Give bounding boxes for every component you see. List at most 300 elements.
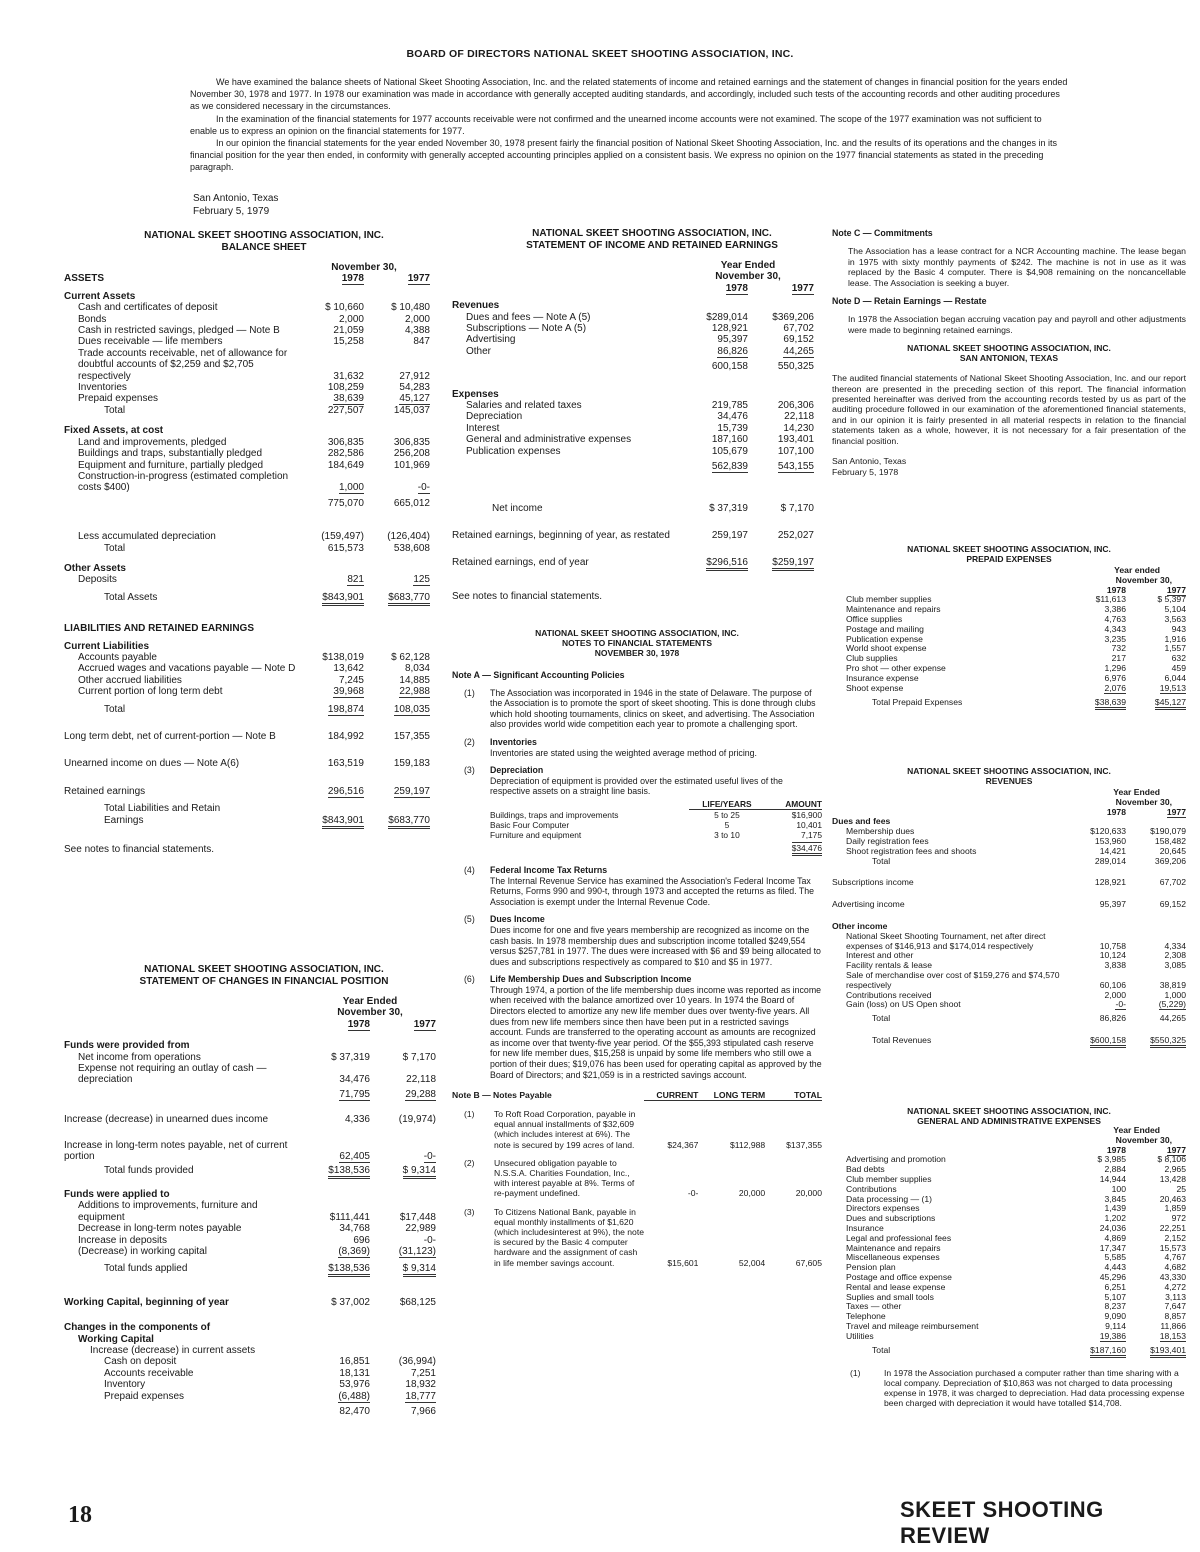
row-label: Other bbox=[466, 345, 492, 357]
table-row: 562,839 543,155 bbox=[711, 461, 814, 473]
note-d-text: In 1978 the Association began accruing vacation pay and payroll and other adjustments were made to beginning retained earnings. bbox=[848, 314, 1186, 335]
note-description: To Citizens National Bank, payable in equal monthly installments of $1,620 (which includesinterest at 9%), the note is secured by the Basic 4 computer hardware and the assignment of cash in life member savings account. bbox=[494, 1206, 644, 1268]
balance-sheet bbox=[64, 230, 430, 855]
auditor-signature bbox=[193, 192, 278, 218]
row-value: 67,605 bbox=[795, 1257, 822, 1268]
row-value: (36,994) bbox=[398, 1356, 436, 1368]
note-number: (2) bbox=[464, 1157, 475, 1168]
row-label: Maintenance and repairs bbox=[846, 604, 941, 615]
notes-to-statements: NATIONAL SKEET SHOOTING ASSOCIATION, INC. NOTES TO FINANCIAL STATEMENTS NOVEMBER 30, 1978 Note A — Significant Accounting Policies (1) The Association was incorporated in 1946 in the state of Delaware. The purpose of the Association is to promote the sport of skeet shooting. This is done through clubs which hold shooting tournaments, clinics on skeet, and advertising. The Association also provides world wide competition each year to promote a challenging sport. (2) Inventories Inventories are stated using the weighted average method of pricing. (3) Depreciation Depreciation of equipment is provided over the estimated useful lives of the respective assets on a straight line basis. LIFE/YEARS AMOUNT Buildings, traps and improvements 5 to 25 $16,900 Basic Four Computer 5 10,401 Furniture and equipment 3 to 10 7,175 $34,476 (4) Federal Income Tax Returns The Internal Revenue Service has examined the Association's Federal Income Tax Returns, Forms 990 and 990-t, through 1973 and accepted the returns as filed. The Association is exempt under the Internal Revenue Code. (5) Dues Income Dues income for one and five years membership are recognized as income on the cash basis. In 1978 membership dues and subscription income totalled $249,554 versus $257,781 in 1977. The dues were increased with $6 and $9 being allocated to dues and subscriptions respectively as compared to $10 and $5 in 1977. (6) Life Membership Dues and Subscription Income Through 1974, a portion of the life membership dues income was reported as income when received with the balance amortized over 10 years. In 1974 the Board of Directors elected to amortize any new life member dues over twenty-five years. All dues from new life members since then have been put in a restricted savings account. Funds are transferred to the operating account as amounts are recognized as income over that twenty-five year period. Of the $55,393 stipulated cash reserve for new life member dues, $15,258 is unpaid by some life members who still owe a portion of their dues; $19,076 has been used for operating capital as approved by the Board of Directors; and $21,059 is in a restricted savings account. Note B — Notes Payable CURRENT LONG TERM TOTAL (1) To Roft Road Corporation, payable in equal annual installments of $32,609 (which includes interest at 6%). The note is secured by 199 acres of land. $24,367 $112,988 $137,355 (2) Unsecured obligation payable to N.S.S.A. Charities Foundation, Inc., with interest payable at 8%. Terms of re-payment undefined. -0- 20,000 20,000 (3) To Citizens National Bank, payable in equal monthly installments of $1,620 (which includesinterest at 9%), the note is secured by the Basic 4 computer hardware and the assignment of cash in life member savings account. $15,601 52,004 67,605 bbox=[452, 628, 822, 1268]
row-label: Sale of merchandise over cost of $159,276 and $74,570 respectively bbox=[846, 969, 1060, 990]
row-label: (Decrease) in working capital bbox=[78, 1245, 207, 1257]
row-label: Contributions bbox=[846, 1183, 897, 1194]
table-row: Total 86,826 44,265 bbox=[872, 1013, 1186, 1024]
note-d-heading: Note D — Retain Earnings — Restate bbox=[832, 296, 987, 307]
row-value: 5,107 bbox=[1104, 1291, 1126, 1302]
section-heading: Revenues bbox=[452, 300, 500, 312]
table-row: 775,070 665,012 bbox=[327, 497, 430, 509]
signature-city: San Antonio, Texas bbox=[193, 193, 279, 204]
row-label: Additions to improvements, furniture and equipment bbox=[78, 1200, 258, 1223]
row-value: 10,401 bbox=[796, 819, 822, 830]
row-value: 16,851 bbox=[339, 1356, 370, 1368]
row-value: $120,633 bbox=[1090, 826, 1126, 837]
row-value: 206,306 bbox=[777, 400, 814, 412]
row-value: $ 5,397 bbox=[1157, 594, 1186, 605]
row-value: 44,265 bbox=[783, 345, 814, 357]
row-value: 459 bbox=[1171, 662, 1186, 673]
note-a2: Inventories are stated using the weighted average method of pricing. bbox=[490, 747, 758, 758]
table-row bbox=[64, 675, 430, 686]
row-label: Prepaid expenses bbox=[78, 393, 159, 405]
row-label: Current portion of long term debt bbox=[78, 686, 223, 698]
row-value: 8,857 bbox=[1164, 1311, 1186, 1322]
table-row: Deposits 821 125 bbox=[78, 574, 430, 586]
row-value: 8,237 bbox=[1104, 1301, 1126, 1312]
row-value: $ 10,480 bbox=[391, 302, 430, 314]
row-value: $ 7,170 bbox=[402, 1051, 436, 1063]
table-row bbox=[64, 393, 430, 404]
row-value: 1,000 bbox=[338, 482, 364, 494]
row-value: 1,439 bbox=[1104, 1203, 1126, 1214]
liabilities-heading: LIABILITIES AND RETAINED EARNINGS bbox=[64, 623, 255, 635]
row-label: Data processing — (1) bbox=[846, 1193, 932, 1204]
row-value: 95,397 bbox=[717, 334, 748, 346]
row-value: 27,912 bbox=[399, 370, 430, 382]
depreciation-table: LIFE/YEARS AMOUNT Buildings, traps and improvements 5 to 25 $16,900 Basic Four Computer 5 10,401 Furniture and equipment 3 to 10 7,175 $34,476 bbox=[490, 799, 822, 853]
row-label: Suplies and small tools bbox=[846, 1291, 934, 1302]
row-label: Dues receivable — life members bbox=[78, 336, 223, 348]
ga-expenses-schedule bbox=[832, 1106, 1186, 1409]
row-label: Advertising bbox=[466, 334, 516, 346]
row-value: 67,702 bbox=[783, 323, 814, 335]
row-value: 217 bbox=[1111, 653, 1126, 664]
row-value: 128,921 bbox=[711, 323, 748, 335]
row-value: 256,208 bbox=[393, 448, 430, 460]
signature-date: February 5, 1979 bbox=[193, 206, 270, 217]
row-label: Taxes — other bbox=[846, 1301, 902, 1312]
note-number: (3) bbox=[464, 1206, 475, 1217]
row-value: 4,443 bbox=[1104, 1262, 1126, 1273]
row-value: 2,076 bbox=[1104, 682, 1126, 693]
changes-table: Year Ended November 30, 1978 1977 Funds were provided from Net income from operations $ 37,319 $ 7,170 Expense not requiring an outlay of cash — depreciation 34,476 22,118 71,795 29,288 Increase (decrease) in unearned dues income 4,336 (19,974) Increase in long-term notes payable, net of current portion 62,405 -0- Total funds provided $138,536 $ 9,314 Funds were applied to Additions to improvements, furniture and equipment $111,441 $17,448 Decrease in long-term notes payable 34,768 22,989 Increase in deposits 696 -0- (Decrease) in working capital (8,369) (31,123) Total funds applied $138,536 $ 9,314 Working Capital, beginning of year $ 37,002 $68,125 Changes in the components of Working Capital Increase (decrease) in current assets Cash on deposit 16,851 (36,994) Accounts receivable 18,131 7,251 Inventory 53,976 18,932 Prepaid expenses (6,488) 18,777 82,470 7,966 bbox=[64, 996, 436, 1417]
table-row bbox=[452, 1101, 822, 1150]
row-value: -0- bbox=[687, 1188, 699, 1199]
row-value: 38,639 bbox=[333, 393, 364, 405]
row-value: 4,869 bbox=[1104, 1232, 1126, 1243]
row-value: 107,100 bbox=[777, 445, 814, 457]
table-row: Retained earnings, beginning of year, as restated 259,197 252,027 bbox=[452, 529, 814, 541]
row-value: 3,386 bbox=[1104, 604, 1126, 615]
table-row bbox=[64, 348, 430, 382]
row-value: -0- bbox=[417, 482, 430, 494]
row-value: 4,343 bbox=[1104, 623, 1126, 634]
table-row: 82,470 7,966 bbox=[339, 1405, 436, 1417]
table-row: Long term debt, net of current-portion — Note B 184,992 157,355 bbox=[64, 731, 430, 742]
row-value: 53,976 bbox=[339, 1379, 370, 1391]
row-label: Rental and lease expense bbox=[846, 1281, 946, 1292]
table-row bbox=[832, 971, 1186, 991]
row-label: Travel and mileage reimbursement bbox=[846, 1320, 979, 1331]
table-row bbox=[832, 1000, 1186, 1010]
row-value: 15,739 bbox=[717, 422, 748, 434]
row-value: 5,104 bbox=[1164, 604, 1186, 615]
row-value: 22,989 bbox=[405, 1223, 436, 1235]
row-value: $137,355 bbox=[786, 1139, 822, 1150]
row-label: Cash and certificates of deposit bbox=[78, 302, 218, 314]
row-label: Dues and subscriptions bbox=[846, 1213, 936, 1224]
table-row: Total 227,507 145,037 bbox=[104, 404, 430, 416]
table-row bbox=[64, 314, 430, 325]
row-value: 9,114 bbox=[1105, 1320, 1126, 1331]
row-value: $112,988 bbox=[729, 1139, 766, 1150]
row-label: Prepaid expenses bbox=[104, 1390, 185, 1402]
see-notes: See notes to financial statements. bbox=[64, 844, 215, 856]
row-label: Construction-in-progress (estimated completion costs $400) bbox=[78, 470, 289, 494]
row-label: Office supplies bbox=[846, 613, 903, 624]
table-row bbox=[832, 1155, 1186, 1165]
auditor-report-date: February 5, 1978 bbox=[832, 466, 899, 477]
row-value: -0- bbox=[1115, 999, 1126, 1010]
row-value: 60,106 bbox=[1099, 979, 1126, 990]
row-label: Facility rentals & lease bbox=[846, 960, 932, 971]
income-title: NATIONAL SKEET SHOOTING ASSOCIATION, INC. STATEMENT OF INCOME AND RETAINED EARNINGS bbox=[526, 228, 778, 251]
table-row bbox=[64, 1379, 436, 1390]
section-heading: Expenses bbox=[452, 388, 499, 400]
row-label: Accrued wages and vacations payable — Note D bbox=[78, 663, 296, 675]
table-row bbox=[452, 446, 814, 457]
row-value: 7,175 bbox=[801, 829, 822, 840]
table-row bbox=[832, 932, 1186, 952]
row-value: 22,988 bbox=[399, 686, 430, 698]
row-value: 306,835 bbox=[327, 436, 364, 448]
table-row: Subscriptions income 128,921 67,702 bbox=[832, 877, 1186, 888]
row-value: 4,334 bbox=[1164, 940, 1186, 951]
row-value: 219,785 bbox=[711, 400, 748, 412]
row-value: $190,079 bbox=[1150, 826, 1186, 837]
section-heading: Funds were provided from bbox=[64, 1040, 190, 1052]
row-value: $15,601 bbox=[667, 1257, 699, 1268]
table-row bbox=[452, 312, 814, 323]
row-value: 4,388 bbox=[404, 325, 430, 337]
row-value: 6,976 bbox=[1104, 672, 1126, 683]
table-row bbox=[452, 346, 814, 357]
table-row bbox=[64, 336, 430, 347]
row-value: $ 3,985 bbox=[1097, 1154, 1126, 1165]
row-value: (8,369) bbox=[338, 1245, 370, 1257]
row-label: Publication expense bbox=[846, 633, 923, 644]
row-label: Contributions received bbox=[846, 989, 932, 1000]
row-value: 8,034 bbox=[404, 663, 430, 675]
income-statement bbox=[452, 228, 814, 602]
changes-statement bbox=[64, 964, 436, 1417]
row-value: 22,251 bbox=[1159, 1222, 1186, 1233]
row-value: 18,153 bbox=[1159, 1330, 1186, 1341]
row-label: Buildings, traps and improvements bbox=[490, 809, 619, 820]
row-value: 4,272 bbox=[1164, 1281, 1186, 1292]
table-row bbox=[490, 820, 822, 830]
row-value: $ 8,106 bbox=[1157, 1154, 1186, 1165]
row-label: Inventories bbox=[78, 382, 127, 394]
row-label: Directors expenses bbox=[846, 1203, 920, 1214]
row-value: 7,245 bbox=[338, 674, 364, 686]
auditor-report-text: The audited financial statements of National Skeet Shooting Association, Inc. and our report thereon are presented in the preceding section of this report. The financial information presented hereinafter was derived from the accounting records tested by us as part of the auditing procedure followed in our examination of the aforementioned financial statements, and in our opinion it is fairly presented in all material respects in relation to the financial statements taken as a whole, however, it is not necessary for a fair presentation of the financial position. bbox=[832, 373, 1186, 446]
row-value: $ 62,128 bbox=[391, 651, 430, 663]
note-a1: The Association was incorporated in 1946 in the state of Delaware. The purpose of the Association is to promote the sport of skeet shooting. This is done through clubs which hold shooting tournaments, clinics on skeet, and advertising. The Association also provides world wide competition each year to promote a challenging sport. bbox=[490, 687, 816, 730]
assets-heading: ASSETS bbox=[64, 273, 105, 285]
row-value: 3,838 bbox=[1104, 960, 1126, 971]
table-row bbox=[452, 323, 814, 334]
row-label: Basic Four Computer bbox=[490, 819, 570, 830]
row-label: Pension plan bbox=[846, 1262, 896, 1273]
table-row: Increase in long-term notes payable, net of current portion 62,405 -0- bbox=[64, 1139, 436, 1163]
note-a5: Dues income for one and five years membership are recognized as income on the cash basis. In 1978 membership dues and subscription income totalled $249,554 versus $257,781 in 1977. The dues were increased with $6 and $9 being allocated to dues and subscriptions respectively as compared to $10 and $5 in 1977. bbox=[490, 924, 821, 967]
row-value: 19,386 bbox=[1099, 1330, 1126, 1341]
row-label: Maintenance and repairs bbox=[846, 1242, 941, 1253]
row-value: 1,916 bbox=[1164, 633, 1186, 644]
prepaid-title: NATIONAL SKEET SHOOTING ASSOCIATION, INC. PREPAID EXPENSES bbox=[907, 544, 1111, 564]
row-value: 20,000 bbox=[795, 1188, 822, 1199]
section-heading: Current Assets bbox=[64, 290, 136, 302]
prepaid-expenses bbox=[832, 544, 1186, 708]
table-row bbox=[64, 1368, 436, 1379]
table-row bbox=[64, 1200, 436, 1223]
notes-payable-table: Note B — Notes Payable CURRENT LONG TERM TOTAL (1) To Roft Road Corporation, payable in equal annual installments of $32,609 (which includes interest at 6%). The note is secured by 199 acres of land. $24,367 $112,988 $137,355 (2) Unsecured obligation payable to N.S.S.A. Charities Foundation, Inc., with interest payable at 8%. Terms of re-payment undefined. -0- 20,000 20,000 (3) To Citizens National Bank, payable in equal monthly installments of $1,620 (which includesinterest at 9%), the note is secured by the Basic 4 computer hardware and the assignment of cash in life member savings account. $15,601 52,004 67,605 bbox=[452, 1090, 822, 1268]
row-label: Buildings and traps, substantially pledged bbox=[78, 448, 263, 460]
note-a3: Depreciation of equipment is provided over the estimated useful lives of the respective assets on a straight line basis. bbox=[490, 775, 783, 797]
row-value: 306,835 bbox=[393, 436, 430, 448]
row-value: 34,476 bbox=[339, 1074, 370, 1086]
row-value: 45,127 bbox=[399, 393, 430, 405]
table-row bbox=[64, 437, 430, 448]
row-value: 2,000 bbox=[338, 313, 364, 325]
row-label: Insurance expense bbox=[846, 672, 919, 683]
table-row bbox=[490, 809, 822, 820]
row-value: 3,563 bbox=[1164, 613, 1186, 624]
subsection-label: Increase (decrease) in current assets bbox=[90, 1344, 256, 1356]
row-value: 2,965 bbox=[1164, 1164, 1186, 1175]
row-value: 1,202 bbox=[1104, 1213, 1126, 1224]
row-value: 86,826 bbox=[717, 345, 748, 357]
row-value: $ 10,660 bbox=[325, 302, 364, 314]
row-value: 13,642 bbox=[333, 663, 364, 675]
row-label: General and administrative expenses bbox=[466, 434, 632, 446]
table-row: Total Prepaid Expenses $38,639 $45,127 bbox=[832, 693, 1186, 708]
row-value: 20,463 bbox=[1159, 1193, 1186, 1204]
ga-table: Year Ended November 30, 1978 1977 Advertising and promotion $ 3,985 $ 8,106 Bad debts 2,884 2,965 Club member supplies 14,944 13,428 Contributions 100 25 Data processing — (1) 3,845 20,463 Directors expenses 1,439 1,859 Dues and subscriptions 1,202 972 Insurance 24,036 22,251 Legal and professional fees 4,869 2,152 Maintenance and repairs 17,347 15,573 Miscellaneous expenses 5,585 4,767 Pension plan 4,443 4,682 Postage and office expense 45,296 43,330 Rental and lease expense 6,251 4,272 Suplies and small tools 5,107 3,113 Taxes — other 8,237 7,647 Telephone 9,090 8,857 Travel and mileage reimbursement 9,114 11,866 Utilities 19,386 18,153 Total $187,160 $193,401 bbox=[832, 1126, 1186, 1355]
row-label: Net income from operations bbox=[78, 1051, 201, 1063]
ga-title: NATIONAL SKEET SHOOTING ASSOCIATION, INC. GENERAL AND ADMINISTRATIVE EXPENSES bbox=[907, 1106, 1111, 1126]
row-label: Furniture and equipment bbox=[490, 829, 582, 840]
row-value: 25 bbox=[1176, 1183, 1186, 1194]
table-row bbox=[64, 471, 430, 494]
row-label: Postage and office expense bbox=[846, 1271, 952, 1282]
row-value: 24,036 bbox=[1099, 1222, 1126, 1233]
ga-footnote: (1) In 1978 the Association purchased a computer rather than time sharing with a local company. Depreciation of $10,863 was not charged to data processing expense in 1978, it was charged to depreciation. Had data processing expense been charged with depreciation it would have totalled $14,708. bbox=[850, 1368, 1185, 1408]
row-value: $17,448 bbox=[399, 1211, 436, 1223]
row-value: $11,613 bbox=[1095, 594, 1126, 605]
row-label: Land and improvements, pledged bbox=[78, 436, 227, 448]
row-value: 2,308 bbox=[1164, 950, 1186, 961]
table-row bbox=[64, 652, 430, 663]
note-a4: The Internal Revenue Service has examined the Association's Federal Income Tax Returns, Forms 990 and 990-t, through 1973 and accepted the returns as filed. The Association is exempt under the Internal Revenue Code. bbox=[490, 875, 815, 907]
row-value: 31,632 bbox=[333, 370, 364, 382]
row-value: 6,044 bbox=[1164, 672, 1186, 683]
note-a6: Through 1974, a portion of the life membership dues income was reported as income when received with the balance amortized over 10 years. In 1974 the Board of Directors elected to amortize any new life member dues over twenty-five years. All dues from new life members since then have been put in a restricted savings account. Funds are transferred to the operating account as amounts are recognized as income over that twenty-five year period. Of the $55,393 stipulated cash reserve for new life member dues, $15,258 is unpaid by some life members who still owe a portion of their dues; $19,076 has been used for operating capital as approved by the Board of Directors; and $21,059 is in a restricted savings account. bbox=[490, 984, 822, 1080]
row-label: Miscellaneous expenses bbox=[846, 1252, 940, 1263]
row-value: 282,586 bbox=[327, 448, 364, 460]
row-label: Insurance bbox=[846, 1222, 884, 1233]
row-label: Utilities bbox=[846, 1330, 874, 1341]
row-value: 39,968 bbox=[333, 686, 364, 698]
row-value: 4,767 bbox=[1164, 1252, 1186, 1263]
table-row bbox=[832, 1214, 1186, 1224]
table-row bbox=[452, 1150, 822, 1199]
row-value: 17,347 bbox=[1099, 1242, 1126, 1253]
row-value: 2,000 bbox=[404, 313, 430, 325]
table-row: Retained earnings, end of year $296,516 $259,197 bbox=[452, 541, 814, 568]
row-value: 184,649 bbox=[327, 459, 364, 471]
row-value: 972 bbox=[1171, 1213, 1186, 1224]
table-row bbox=[64, 460, 430, 471]
note-description: To Roft Road Corporation, payable in equal annual installments of $32,609 (which includes interest at 6%). The note is secured by 199 acres of land. bbox=[494, 1108, 636, 1150]
row-value: 14,885 bbox=[399, 674, 430, 686]
table-row: Net income $ 37,319 $ 7,170 bbox=[492, 502, 814, 514]
table-row bbox=[64, 325, 430, 336]
row-value: 2,884 bbox=[1104, 1164, 1126, 1175]
row-value: 1,000 bbox=[1164, 989, 1186, 1000]
row-label: Shoot registration fees and shoots bbox=[846, 845, 977, 856]
row-value: 18,777 bbox=[405, 1390, 436, 1402]
row-value: $16,900 bbox=[791, 809, 822, 820]
row-label: Cash in restricted savings, pledged — Note B bbox=[78, 325, 280, 337]
table-row bbox=[64, 382, 430, 393]
table-row: Total Revenues $600,158 $550,325 bbox=[832, 1024, 1186, 1046]
row-value: 1,859 bbox=[1164, 1203, 1186, 1214]
row-label: Depreciation bbox=[466, 411, 523, 423]
table-row: 600,158 550,325 bbox=[711, 361, 814, 373]
row-value: 20,645 bbox=[1159, 845, 1186, 856]
row-value: 696 bbox=[353, 1234, 370, 1246]
row-value: 38,819 bbox=[1159, 979, 1186, 990]
table-row: Total funds applied $138,536 $ 9,314 bbox=[64, 1257, 436, 1274]
table-row bbox=[64, 1235, 436, 1246]
row-value: 14,421 bbox=[1099, 845, 1126, 856]
table-row: Working Capital, beginning of year $ 37,002 $68,125 bbox=[64, 1296, 436, 1308]
table-row bbox=[832, 1322, 1186, 1332]
row-value: 34,476 bbox=[717, 411, 748, 423]
row-value: $24,367 bbox=[667, 1139, 699, 1150]
row-value: 34,768 bbox=[339, 1223, 370, 1235]
row-label: Pro shot — other expense bbox=[846, 662, 946, 673]
revenues-schedule bbox=[832, 766, 1186, 1046]
row-label: Advertising and promotion bbox=[846, 1154, 946, 1165]
period-header: November 30, bbox=[331, 262, 397, 273]
row-value: 18,131 bbox=[339, 1367, 370, 1379]
auditor-opinion bbox=[190, 76, 1070, 174]
row-value: 52,004 bbox=[738, 1257, 766, 1268]
table-row bbox=[64, 448, 430, 459]
row-value: 4,763 bbox=[1104, 613, 1126, 624]
row-value: 3 to 10 bbox=[714, 829, 740, 840]
row-label: Club member supplies bbox=[846, 594, 932, 605]
row-value: -0- bbox=[423, 1234, 436, 1246]
opinion-paragraph: In the examination of the financial statements for 1977 accounts receivable were not confirmed and the unearned income accounts were not examined. The scope of the 1977 examination was not sufficient to enable us to express an opinion on the financial statements for 1977. bbox=[190, 113, 1042, 136]
table-row: Unearned income on dues — Note A(6) 163,519 159,183 bbox=[64, 758, 430, 770]
table-row bbox=[452, 1199, 822, 1268]
table-row bbox=[64, 1223, 436, 1234]
table-row bbox=[64, 663, 430, 674]
row-label: Other accrued liabilities bbox=[78, 674, 182, 686]
row-value: 100 bbox=[1111, 1183, 1126, 1194]
row-value: 7,647 bbox=[1164, 1301, 1186, 1312]
table-row bbox=[832, 1332, 1186, 1342]
row-label: Shoot expense bbox=[846, 682, 904, 693]
row-value: 19,513 bbox=[1159, 682, 1186, 693]
row-value: 3,845 bbox=[1104, 1193, 1126, 1204]
row-label: Accounts payable bbox=[78, 651, 157, 663]
table-row: Advertising income 95,397 69,152 bbox=[832, 899, 1186, 910]
table-row: Total 615,573 538,608 bbox=[104, 542, 430, 554]
table-row: Total Assets $843,901 $683,770 bbox=[64, 586, 430, 603]
row-value: 20,000 bbox=[738, 1188, 766, 1199]
row-value: 3,235 bbox=[1104, 633, 1126, 644]
row-value: 108,259 bbox=[327, 382, 364, 394]
table-row: Retained earnings 296,516 259,197 bbox=[64, 785, 430, 797]
row-value: 4,682 bbox=[1164, 1262, 1186, 1273]
row-value: 847 bbox=[413, 336, 430, 348]
page-title: BOARD OF DIRECTORS NATIONAL SKEET SHOOTING ASSOCIATION, INC. bbox=[406, 48, 794, 60]
row-value: 101,969 bbox=[393, 459, 430, 471]
table-row bbox=[490, 830, 822, 840]
row-value: 10,124 bbox=[1099, 950, 1126, 961]
table-row bbox=[64, 686, 430, 697]
row-value: $369,206 bbox=[772, 311, 814, 323]
row-value: 187,160 bbox=[711, 434, 748, 446]
table-row bbox=[452, 334, 814, 345]
table-row: Increase (decrease) in unearned dues income 4,336 (19,974) bbox=[64, 1114, 436, 1126]
row-value: 14,230 bbox=[783, 422, 814, 434]
section-heading: Other Assets bbox=[64, 562, 126, 574]
table-row: 71,795 29,288 bbox=[339, 1088, 436, 1100]
table-row bbox=[64, 1052, 436, 1063]
row-value: 158,482 bbox=[1154, 835, 1186, 846]
row-label: Daily registration fees bbox=[846, 835, 929, 846]
table-row bbox=[452, 411, 814, 422]
row-value: 18,932 bbox=[405, 1379, 436, 1391]
notes-title: NATIONAL SKEET SHOOTING ASSOCIATION, INC. NOTES TO FINANCIAL STATEMENTS NOVEMBER 30, 1978 bbox=[535, 628, 739, 658]
row-value: 13,428 bbox=[1159, 1173, 1186, 1184]
row-label: Interest and other bbox=[846, 950, 914, 961]
note-b-heading: Note B — Notes Payable bbox=[452, 1090, 552, 1101]
row-label: Bad debts bbox=[846, 1164, 885, 1175]
section-heading: Current Liabilities bbox=[64, 640, 150, 652]
row-value: (5,229) bbox=[1158, 999, 1186, 1010]
opinion-paragraph: We have examined the balance sheets of National Skeet Shooting Association, Inc. and the related statements of income and retained earnings and the statement of changes in financial position for the years ended November 30, 1978 and 1977. In 1978 our examination was made in accordance with generally accepted auditing standards, and accordingly, included such tests of the accounting records and other auditing procedures as we considered necessary in the circumstances. bbox=[190, 77, 1068, 112]
row-value: 2,152 bbox=[1164, 1232, 1186, 1243]
table-row bbox=[832, 684, 1186, 694]
page-number: 18 bbox=[68, 1502, 92, 1528]
row-label: Cash on deposit bbox=[104, 1356, 177, 1368]
row-value: 69,152 bbox=[783, 334, 814, 346]
row-value: 1,557 bbox=[1164, 643, 1186, 654]
row-label: Expense not requiring an outlay of cash — depreciation bbox=[78, 1063, 267, 1086]
row-value: 5 to 25 bbox=[714, 809, 740, 820]
row-value: 2,000 bbox=[1104, 989, 1126, 1000]
row-label: Postage and mailing bbox=[846, 623, 924, 634]
row-label: Increase in deposits bbox=[78, 1234, 167, 1246]
income-table: Year Ended November 30, 1978 1977 Revenues Dues and fees — Note A (5) $289,014 $369,206 Subscriptions — Note A (5) 128,921 67,702 Advertising 95,397 69,152 Other 86,826 44,265 600,158 550,325 Expenses Salaries and related taxes 219,785 206,306 Depreciation 34,476 22,118 Interest 15,739 14,230 General and administrative expenses 187,160 193,401 Publication expenses 105,679 107,100 562,839 543,155 Net income $ 37,319 $ 7,170 Retained earnings, beginning of year, as restated 259,197 252,027 Retained earnings, end of year $296,516 $259,197 bbox=[452, 260, 814, 569]
magazine-masthead: SKEET SHOOTING REVIEW bbox=[900, 1497, 1104, 1548]
